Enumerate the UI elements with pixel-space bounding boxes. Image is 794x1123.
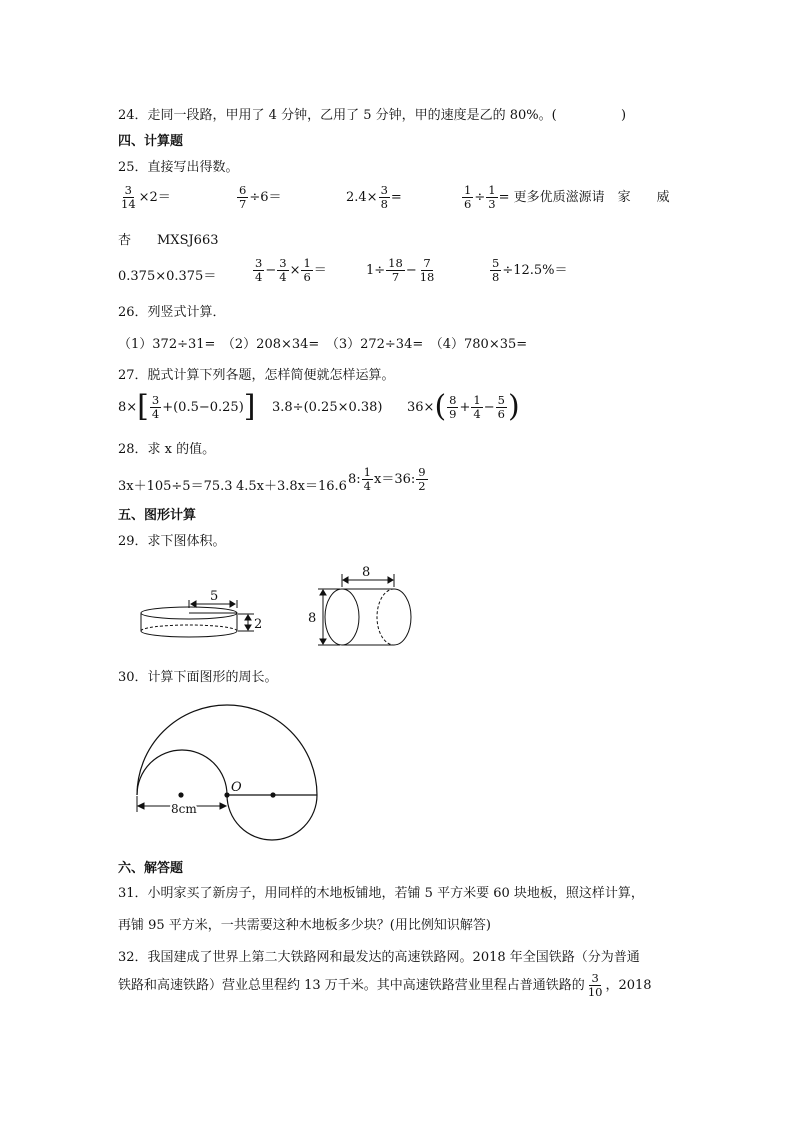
cylinder-diameter-dimension [318, 589, 340, 645]
q24-text: 24．走同一段路，甲用了 4 分钟，乙用了 5 分钟，甲的速度是乙的 80%。( [118, 108, 557, 123]
q31-line-1: 31．小明家买了新房子，用同样的木地板铺地，若铺 5 平方米要 60 块地板，照这样计算， [118, 886, 644, 901]
section-5-title: 五、图形计算 [118, 508, 197, 523]
q24-close: ) [621, 108, 627, 123]
point-o-dot [224, 792, 229, 797]
q30-title: 30．计算下面图形的周长。 [118, 670, 278, 685]
disc-height-dimension [238, 614, 254, 631]
q25-title: 25．直接写出得数。 [118, 160, 239, 175]
right-center-dot [270, 792, 275, 797]
disc-diameter-label: 5 [210, 589, 219, 604]
q32-line-1: 32．我国建成了世界上第二大铁路网和最发达的高速铁路网。2018 年全国铁路（分为普通 [118, 950, 640, 965]
q25-watermark: 杏 MXSJ663 [118, 233, 219, 248]
q27-expr-c: 36× ( $\frac{8}{9}$ + $\frac{1}{4}$ − $\frac{5}{6}$ ) [407, 389, 520, 424]
q31-line-2: 再铺 95 平方米，一共需要这种木地板多少块？(用比例知识解答) [118, 918, 491, 933]
q29-title: 29．求下图体积。 [118, 534, 226, 549]
q28-eq-a: 3x＋105÷5＝75.3 [118, 479, 233, 494]
q30-figure [125, 700, 335, 860]
q25-expr-5: 0.375×0.375＝ [118, 269, 217, 284]
q26-title: 26．列竖式计算． [118, 305, 226, 320]
question-24 [118, 104, 626, 123]
q27-title: 27．脱式计算下列各题，怎样简便就怎样运算。 [118, 368, 395, 383]
section-6-title: 六、解答题 [118, 861, 184, 876]
q27-expr-a: 8× [ $\frac{3}{4}$ +(0.5−0.25) ] [118, 389, 256, 424]
disc-shape [141, 607, 237, 637]
cylinder-shape [325, 589, 411, 645]
q25-expr-4: $\frac{1}{6}$ ÷ $\frac{1}{3}$ = 更多优质滋源请 家 威 [464, 183, 670, 211]
disc-height-label: 2 [254, 617, 263, 632]
q28-eq-b: 4.5x＋3.8x＝16.6 [236, 479, 347, 494]
cylinder-length-label: 8 [362, 565, 371, 580]
perimeter-arcs [137, 705, 317, 840]
q25-expr-8: $\frac{5}{8}$ ÷12.5%＝ [492, 256, 568, 284]
q25-expr-3: 2.4× $\frac{3}{8}$ = [346, 183, 402, 211]
q27-expr-b: 3.8÷(0.25×0.38) [272, 400, 383, 415]
left-center-dot [178, 792, 183, 797]
q25-expr-2: $\frac{6}{7}$ ÷6＝ [239, 183, 282, 211]
cylinder-diameter-label: 8 [308, 611, 317, 626]
q25-expr-6: $\frac{3}{4}$ − $\frac{3}{4}$ × $\frac{1}{6}$ ＝ [255, 256, 327, 284]
q25-expr-1: $\frac{3}{14}$ ×2＝ [121, 183, 171, 211]
q26-items: （1）372÷31= （2）208×34= （3）272÷34= （4）780×35= [118, 337, 528, 352]
q28-eq-c: 8: $\frac{1}{4}$ x＝36: $\frac{9}{2}$ [348, 465, 426, 493]
point-o-label: O [231, 780, 242, 795]
q32-line-2: 铁路和高速铁路）营业总里程约 13 万千米。其中高速铁路营业里程占普通铁路的 $\frac{3}{10}$ ，2018 [118, 971, 652, 999]
q28-title: 28．求 x 的值。 [118, 442, 216, 457]
section-4-title: 四、计算题 [118, 134, 184, 149]
q29-figures [130, 560, 430, 660]
q25-expr-7: 1÷ $\frac{18}{7}$ − $\frac{7}{18}$ [366, 256, 435, 284]
length-label: 8cm [171, 802, 197, 816]
